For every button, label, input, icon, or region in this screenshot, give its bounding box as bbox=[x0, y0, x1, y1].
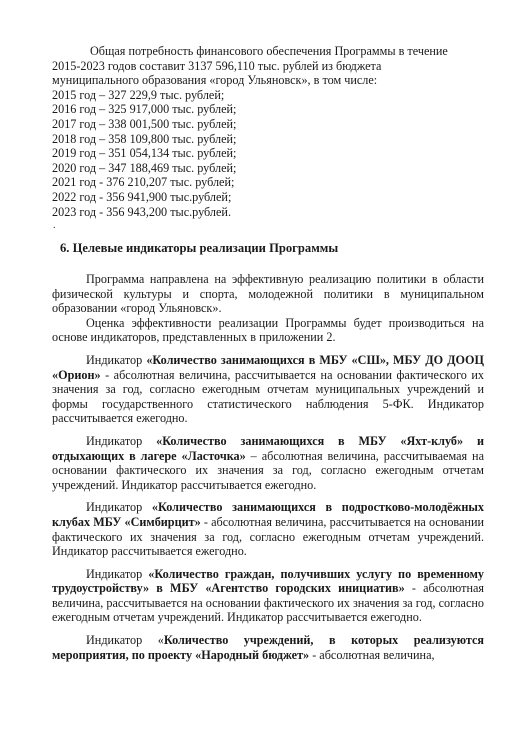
indicator-prefix: Индикатор bbox=[86, 352, 147, 367]
finance-year-2023: 2023 год - 356 943,200 тыс.рублей. bbox=[52, 204, 231, 219]
indicator-title: «Количество занимающихся в подростково-молодёжных клубах МБУ «Симбирцит» bbox=[52, 500, 485, 529]
finance-intro-line-2: 2015-2023 годов составит 3137 596,110 тыс. рублей из бюджета bbox=[52, 58, 382, 73]
stray-mark: . bbox=[53, 220, 56, 231]
indicator-paragraph-2 bbox=[52, 434, 484, 492]
indicator-description: - абсолютная величина, рассчитывается на основании фактического их значения за год, согласно ежегодным отчетам учреждений. Индикатор рассчитывается ежегодно. bbox=[52, 581, 484, 625]
indicator-paragraph-4 bbox=[52, 567, 484, 625]
indicator-prefix: Индикатор bbox=[86, 433, 157, 448]
indicator-description: - абсолютная величина, рассчитывается на основании фактического их значения за год, согласно ежегодным отчетам учреждений. Индикатор рассчитывается ежегодно. bbox=[52, 514, 484, 559]
finance-year-2019: 2019 год – 351 054,134 тыс. рублей; bbox=[52, 146, 237, 161]
finance-year-2016: 2016 год – 325 917,000 тыс. рублей; bbox=[52, 102, 237, 117]
finance-intro-line-1: Общая потребность финансового обеспечения Программы в течение bbox=[90, 44, 448, 58]
indicator-prefix: Индикатор « bbox=[86, 633, 164, 648]
indicator-prefix: Индикатор bbox=[86, 500, 152, 515]
section-paragraph-1: Программа направлена на эффективную реализацию политики в области физической культуры и спорта, молодежной политики в муниципальном образовании «город Ульяновск». bbox=[52, 272, 484, 316]
finance-year-2015: 2015 год – 327 229,9 тыс. рублей; bbox=[52, 87, 225, 102]
finance-year-2020: 2020 год – 347 188,469 тыс. рублей; bbox=[52, 160, 237, 175]
indicator-title: «Количество занимающихся в МБУ «СШ», МБУ ДО ДООЦ «Орион» bbox=[52, 352, 484, 382]
indicator-description: - абсолютная величина, рассчитывается на основании фактического их значения за год, согласно ежегодным отчетам муниципальных учреждений и формы государственного статистического наблюдения 5-ФК. Индикатор рассчитывается ежегодно. bbox=[52, 367, 484, 426]
indicator-prefix: Индикатор bbox=[86, 566, 149, 581]
indicator-paragraph-5 bbox=[52, 633, 484, 662]
indicator-paragraph-3 bbox=[52, 500, 484, 558]
section-paragraph-2: Оценка эффективности реализации Программы будет производиться на основе индикаторов, представленных в приложении 2. bbox=[52, 315, 484, 345]
indicator-paragraph-1 bbox=[52, 353, 484, 426]
indicator-description: – абсолютная величина, рассчитываемая на основании фактического их значения за год, согласно ежегодным отчетам учреждений. Индикатор рассчитывается ежегодно. bbox=[52, 448, 484, 492]
indicator-title: «Количество граждан, получивших услугу по временному трудоустройству» в МБУ «Агентство городских инициатив» bbox=[52, 566, 484, 596]
finance-block bbox=[52, 44, 484, 219]
section-heading: 6. Целевые индикаторы реализации Программы bbox=[60, 241, 339, 255]
finance-year-2017: 2017 год – 338 001,500 тыс. рублей; bbox=[52, 116, 237, 131]
section-body bbox=[52, 272, 484, 662]
finance-year-2021: 2021 год - 376 210,207 тыс. рублей; bbox=[52, 175, 235, 190]
finance-year-2022: 2022 год - 356 941,900 тыс.рублей; bbox=[52, 189, 232, 204]
finance-intro-line-3: муниципального образования «город Ульяновск», в том числе: bbox=[52, 73, 378, 88]
indicator-title: «Количество занимающихся в МБУ «Яхт-клуб» и отдыхающих в лагере «Ласточка» bbox=[52, 433, 484, 463]
finance-year-2018: 2018 год – 358 109,800 тыс. рублей; bbox=[52, 131, 237, 146]
indicator-title: Количество учреждений, в которых реализуются мероприятия, по проекту «Народный бюджет» bbox=[52, 633, 484, 662]
indicator-description: - абсолютная величина, bbox=[309, 647, 435, 662]
